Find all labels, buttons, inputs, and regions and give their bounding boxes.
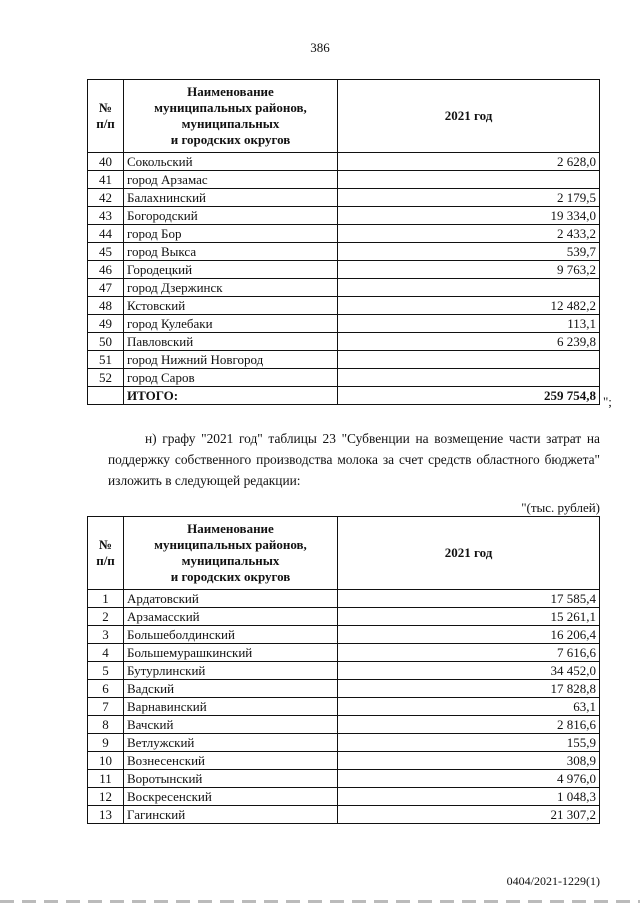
row-name: Воротынский	[124, 770, 338, 788]
table-row	[88, 716, 600, 734]
row-number: 42	[88, 189, 124, 207]
row-name: Богородский	[124, 207, 338, 225]
row-number: 6	[88, 680, 124, 698]
row-value: 7 616,6	[338, 644, 600, 662]
table-row	[88, 662, 600, 680]
table-row	[88, 315, 600, 333]
row-value: 12 482,2	[338, 297, 600, 315]
table-1	[87, 79, 600, 405]
table-1-closing-quote: ";	[603, 394, 612, 409]
row-value: 1 048,3	[338, 788, 600, 806]
row-value: 17 828,8	[338, 680, 600, 698]
table-row	[88, 734, 600, 752]
header-name-line: муниципальных районов,	[154, 100, 307, 115]
row-number: 9	[88, 734, 124, 752]
table-row	[88, 770, 600, 788]
header-name-line: и городских округов	[170, 132, 291, 147]
row-name: Вознесенский	[124, 752, 338, 770]
row-value: 2 179,5	[338, 189, 600, 207]
table-2-header-row	[88, 517, 600, 590]
row-value: 539,7	[338, 243, 600, 261]
table-row	[88, 243, 600, 261]
row-value: 2 433,2	[338, 225, 600, 243]
table-row	[88, 261, 600, 279]
row-number: 8	[88, 716, 124, 734]
table-row	[88, 644, 600, 662]
table-1-body	[88, 153, 600, 405]
table-row	[88, 626, 600, 644]
header-name	[124, 517, 338, 590]
row-name: Вадский	[124, 680, 338, 698]
row-value	[338, 369, 600, 387]
row-name: город Саров	[124, 369, 338, 387]
row-number: 4	[88, 644, 124, 662]
row-name: город Бор	[124, 225, 338, 243]
table-row	[88, 279, 600, 297]
row-value: 2 628,0	[338, 153, 600, 171]
row-name: Варнавинский	[124, 698, 338, 716]
row-number: 11	[88, 770, 124, 788]
row-value: 9 763,2	[338, 261, 600, 279]
amendment-paragraph-text: н) графу "2021 год" таблицы 23 "Субвенции на возмещение части затрат на поддержку собственного производства молока за счет средств областного бюджета" изложить в следующей редакции:	[108, 431, 600, 488]
row-value: 17 585,4	[338, 590, 600, 608]
row-name: город Кулебаки	[124, 315, 338, 333]
unit-label: "(тыс. рублей)	[521, 500, 600, 515]
table-row	[88, 297, 600, 315]
row-number: 50	[88, 333, 124, 351]
page-number: 386	[310, 40, 330, 55]
row-number: 45	[88, 243, 124, 261]
row-value	[338, 279, 600, 297]
row-name: Гагинский	[124, 806, 338, 824]
row-value	[338, 351, 600, 369]
table-row	[88, 590, 600, 608]
total-number-cell	[88, 387, 124, 405]
row-number: 44	[88, 225, 124, 243]
scan-artifact-line	[0, 900, 640, 903]
table-row	[88, 788, 600, 806]
row-value: 308,9	[338, 752, 600, 770]
row-value: 6 239,8	[338, 333, 600, 351]
row-name: город Арзамас	[124, 171, 338, 189]
row-number: 43	[88, 207, 124, 225]
table-1-header-row	[88, 80, 600, 153]
row-name: город Выкса	[124, 243, 338, 261]
row-number: 1	[88, 590, 124, 608]
row-number: 13	[88, 806, 124, 824]
header-name-line: Наименование	[187, 84, 274, 99]
row-number: 49	[88, 315, 124, 333]
row-number: 3	[88, 626, 124, 644]
header-name-line: муниципальных	[181, 553, 280, 568]
table-2	[87, 516, 600, 824]
table-row	[88, 351, 600, 369]
row-number: 7	[88, 698, 124, 716]
document-code: 0404/2021-1229(1)	[506, 874, 600, 888]
row-name: Бутурлинский	[124, 662, 338, 680]
row-number: 5	[88, 662, 124, 680]
row-value: 155,9	[338, 734, 600, 752]
header-number-line: №	[98, 537, 113, 552]
row-number: 47	[88, 279, 124, 297]
row-name: Кстовский	[124, 297, 338, 315]
row-number: 52	[88, 369, 124, 387]
table-row	[88, 369, 600, 387]
header-name-line: и городских округов	[170, 569, 291, 584]
table-row	[88, 752, 600, 770]
row-name: Воскресенский	[124, 788, 338, 806]
row-name: город Дзержинск	[124, 279, 338, 297]
header-number	[88, 517, 124, 590]
row-value: 63,1	[338, 698, 600, 716]
table-row	[88, 225, 600, 243]
row-value: 34 452,0	[338, 662, 600, 680]
row-name: Вачский	[124, 716, 338, 734]
row-number: 2	[88, 608, 124, 626]
row-number: 10	[88, 752, 124, 770]
row-value: 15 261,1	[338, 608, 600, 626]
row-name: Большеболдинский	[124, 626, 338, 644]
row-value	[338, 171, 600, 189]
row-value: 113,1	[338, 315, 600, 333]
row-name: Арзамасский	[124, 608, 338, 626]
row-name: Ветлужский	[124, 734, 338, 752]
table-2-body	[88, 590, 600, 824]
header-number-line: п/п	[96, 553, 115, 568]
row-value: 19 334,0	[338, 207, 600, 225]
total-label: ИТОГО:	[124, 387, 338, 405]
table-row	[88, 189, 600, 207]
table-row	[88, 680, 600, 698]
row-number: 51	[88, 351, 124, 369]
total-value: 259 754,8	[338, 387, 600, 405]
header-name-line: муниципальных	[181, 116, 280, 131]
header-number-line: №	[98, 100, 113, 115]
header-year: 2021 год	[338, 80, 600, 153]
table-row	[88, 698, 600, 716]
row-number: 48	[88, 297, 124, 315]
table-row	[88, 207, 600, 225]
row-value: 16 206,4	[338, 626, 600, 644]
header-name-line: муниципальных районов,	[154, 537, 307, 552]
row-name: город Нижний Новгород	[124, 351, 338, 369]
table-row	[88, 153, 600, 171]
table-row	[88, 333, 600, 351]
header-number-line: п/п	[96, 116, 115, 131]
header-name	[124, 80, 338, 153]
row-name: Ардатовский	[124, 590, 338, 608]
table-row	[88, 171, 600, 189]
table-row	[88, 608, 600, 626]
row-name: Балахнинский	[124, 189, 338, 207]
row-name: Большемурашкинский	[124, 644, 338, 662]
row-number: 46	[88, 261, 124, 279]
row-name: Городецкий	[124, 261, 338, 279]
table-row	[88, 806, 600, 824]
row-number: 41	[88, 171, 124, 189]
row-name: Павловский	[124, 333, 338, 351]
row-number: 12	[88, 788, 124, 806]
total-row	[88, 387, 600, 405]
row-name: Сокольский	[124, 153, 338, 171]
row-value: 2 816,6	[338, 716, 600, 734]
header-year: 2021 год	[338, 517, 600, 590]
row-number: 40	[88, 153, 124, 171]
header-number	[88, 80, 124, 153]
row-value: 4 976,0	[338, 770, 600, 788]
header-name-line: Наименование	[187, 521, 274, 536]
amendment-paragraph	[108, 428, 600, 491]
row-value: 21 307,2	[338, 806, 600, 824]
